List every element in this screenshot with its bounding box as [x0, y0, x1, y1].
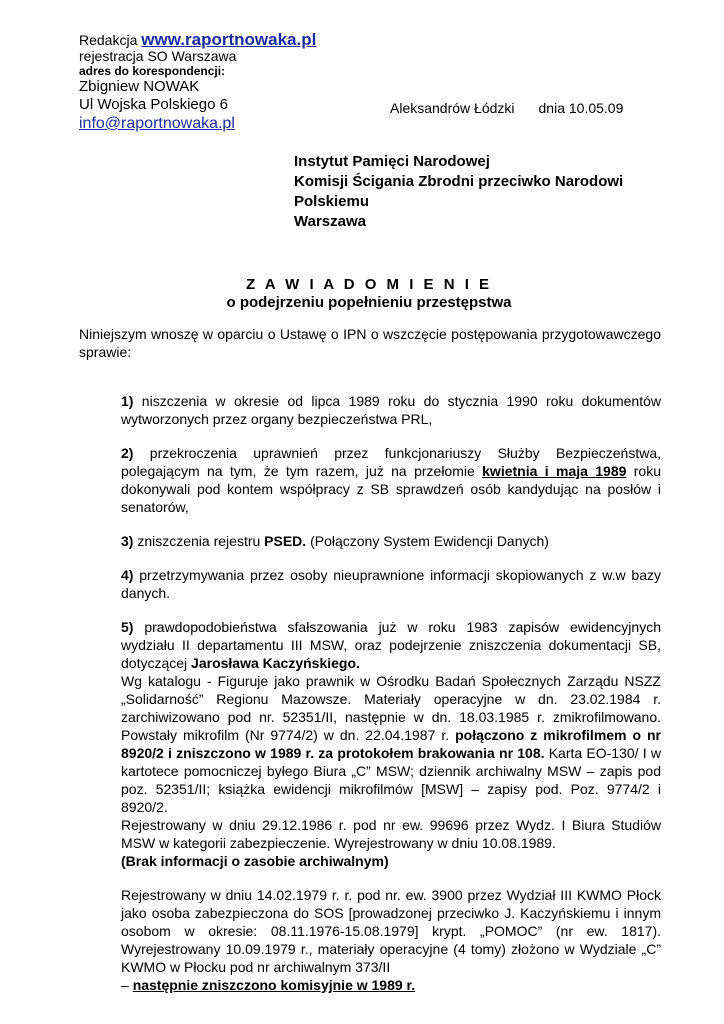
- catalog-entry: [121, 672, 661, 816]
- point-text: prawdopodobieństwa sfałszowania już w roku 1983 zapisów ewidencyjnych wydziału II departamentu III MSW, oraz podejrzenie zniszczenia dokumentacji SB, dotyczącej: [121, 619, 661, 671]
- sender-street: Ul Wojska Polskiego 6: [79, 96, 228, 113]
- website-link[interactable]: www.raportnowaka.pl: [141, 30, 317, 49]
- recipient-block: [294, 152, 674, 232]
- point-text: przekroczenia uprawnień przez funkcjonariuszy Służby Bezpieczeństwa, polegającym na tym, że tym razem, już na przełomie: [121, 445, 661, 479]
- recipient-line-4: Warszawa: [294, 213, 366, 230]
- registration-text: rejestracja SO Warszawa: [79, 48, 237, 64]
- redakcja-label: Redakcja: [79, 32, 138, 48]
- email-link[interactable]: info@raportnowaka.pl: [79, 115, 235, 132]
- point-number: 3): [121, 533, 134, 549]
- destruction-note: [121, 976, 661, 994]
- point-number: 5): [121, 619, 134, 635]
- recipient-line-3: Polskiemu: [294, 193, 370, 210]
- point-text: zniszczenia rejestru: [133, 533, 265, 549]
- recipient-line-2: Komisji Ścigania Zbrodni przeciwko Narodowi: [294, 173, 624, 190]
- point-emphasis: Jarosława Kaczyńskiego.: [191, 655, 360, 671]
- point-emphasis: kwietnia i maja 1989: [482, 463, 627, 479]
- title-sub: o podejrzeniu popełnieniu przestępstwa: [226, 294, 512, 311]
- point-text: roku dokonywali pod kontem współpracy z SB sprawdzeń osób kandydując na posłów i senatorów,: [121, 463, 662, 515]
- correspondence-label: adres do korespondencji:: [79, 64, 226, 78]
- point-5: [121, 618, 661, 672]
- recipient-line-1: Instytut Pamięci Narodowej: [294, 153, 490, 170]
- title-main: Z A W I A D O M I E N I E: [245, 276, 493, 293]
- dash: –: [121, 977, 133, 993]
- point-number: 4): [121, 567, 134, 583]
- point-text: Wg katalogu - Figuruje jako prawnik w Ośrodku Badań Społecznych Zarządu NSZZ „Solidarność” Regionu Mazowsze. Materiały operacyjne w dn. 23.02.1984 r. zarchiwizowano pod nr. 52351/II, następnie w dn. 18.03.1985 r. zmikrofilmowano. Powstały mikrofilm (Nr 9774/2) w dn. 22.04.1987 r.: [121, 673, 661, 743]
- sender-name: Zbigniew NOWAK: [79, 78, 200, 95]
- sender-block: [79, 32, 679, 134]
- point-text: Karta EO-130/ I w kartotece pomocniczej byłego Biura „C” MSW; dziennik archiwalny MSW – zapis pod poz. 52351/II; książka ewidencji mikrofilmów [MSW] – zapisy pod. Poz. 9774/2 i 8920/2.: [121, 745, 661, 815]
- point-1: [121, 392, 661, 428]
- point-3: [121, 532, 661, 550]
- point-text: Rejestrowany w dniu 14.02.1979 r. r. pod nr. ew. 3900 przez Wydział III KWMO Płock jako osoba zabezpieczona do SOS [prowadzonej przeciwko J. Kaczyńskiemu i innym osobom w okresie: 08.11.1976-15.08.1979] krypt. „POMOC” (nr ew. 1817). Wyrejestrowany 10.09.1979 r., materiały operacyjne (4 tomy) złożono w Wydziale „C” KWMO w Płocku pod nr archiwalnym 373/II: [121, 887, 661, 975]
- point-text: (Połączony System Ewidencji Danych): [306, 533, 549, 549]
- point-text: niszczenia w okresie od lipca 1989 roku do stycznia 1990 roku dokumentów wytworzonych przez organy bezpieczeństwa PRL,: [121, 393, 661, 427]
- city: Aleksandrów Łódzki: [390, 100, 515, 116]
- points-list: [121, 392, 661, 994]
- intro-paragraph: Niniejszym wnoszę w oparciu o Ustawę o IPN o wszczęcie postępowania przygotowawczego sprawie:: [79, 326, 661, 360]
- point-emphasis: połączono z mikrofilmem o nr 8920/2 i zniszczono w 1989 r. za protokołem brakowania nr 108.: [121, 727, 661, 761]
- point-emphasis: (Brak informacji o zasobie archiwalnym): [121, 853, 389, 869]
- point-number: 2): [121, 445, 134, 461]
- point-2: [121, 444, 661, 516]
- point-text: przetrzymywania przez osoby nieuprawnione informacji skopiowanych z w.w bazy danych.: [121, 567, 661, 601]
- document-title: [79, 276, 659, 312]
- date: dnia 10.05.09: [538, 100, 624, 116]
- registration-entry: [121, 816, 661, 852]
- place-date: [390, 100, 623, 116]
- point-text: Rejestrowany w dniu 29.12.1986 r. pod nr ew. 99696 przez Wydz. I Biura Studiów MSW w kategorii zabezpieczenie. Wyrejestrowany w dniu 10.08.1989.: [121, 817, 661, 851]
- point-number: 1): [121, 393, 134, 409]
- point-emphasis: PSED.: [264, 533, 307, 549]
- archive-note: [121, 852, 661, 870]
- point-emphasis: następnie zniszczono komisyjnie w 1989 r.: [132, 977, 416, 993]
- registration-entry-2: [121, 886, 661, 976]
- point-4: [121, 566, 661, 602]
- redakcja-line: [79, 32, 679, 48]
